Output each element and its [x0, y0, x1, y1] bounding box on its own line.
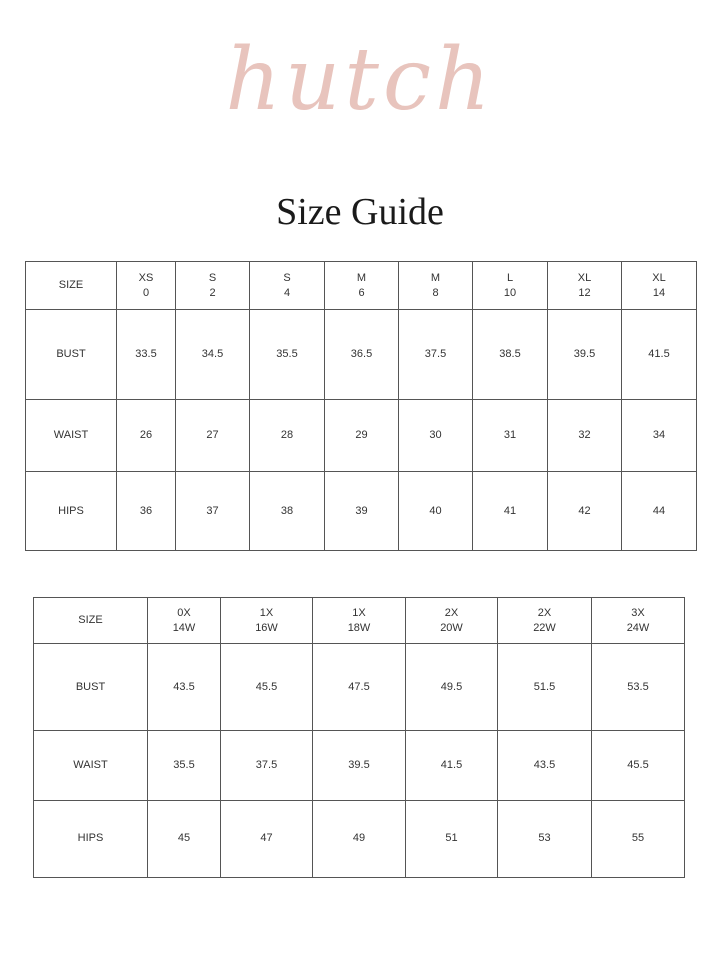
size-number: 2 [209, 286, 216, 299]
measurement-value: 37.5 [221, 731, 313, 800]
size-letter: 0X [177, 606, 191, 619]
size-column-header [399, 262, 473, 310]
size-table-standard [25, 261, 697, 551]
measurement-label: HIPS [34, 800, 148, 877]
size-header-row [26, 262, 697, 310]
measurement-value: 37 [176, 472, 250, 551]
size-table-plus [33, 597, 685, 878]
measurement-value: 55 [592, 800, 685, 877]
measurement-value: 26 [117, 400, 176, 472]
measurement-value: 44 [622, 472, 697, 551]
measurement-value: 39.5 [313, 731, 406, 800]
size-letter: M [356, 271, 367, 284]
size-column-header [221, 598, 313, 644]
measurement-value: 39.5 [548, 310, 622, 400]
size-number: 12 [578, 286, 591, 299]
measurement-value: 36.5 [325, 310, 399, 400]
measurement-value: 30 [399, 400, 473, 472]
measurement-value: 29 [325, 400, 399, 472]
measurement-label: BUST [34, 644, 148, 731]
size-column-header [473, 262, 548, 310]
measurement-value: 53.5 [592, 644, 685, 731]
size-number: 14W [172, 621, 196, 634]
size-letter: XL [577, 271, 592, 284]
measurement-row-bust [34, 644, 685, 731]
size-column-header [406, 598, 498, 644]
measurement-value: 36 [117, 472, 176, 551]
measurement-row-bust [26, 310, 697, 400]
size-letter: 3X [631, 606, 645, 619]
measurement-row-waist [34, 731, 685, 800]
measurement-value: 38 [250, 472, 325, 551]
size-number: 4 [283, 286, 291, 299]
size-letter: XS [138, 271, 154, 284]
measurement-value: 49 [313, 800, 406, 877]
size-column-header [622, 262, 697, 310]
size-column-header [592, 598, 685, 644]
size-column-header [325, 262, 399, 310]
size-column-header [250, 262, 325, 310]
size-header-label: SIZE [34, 598, 148, 644]
size-column-header [313, 598, 406, 644]
measurement-value: 34 [622, 400, 697, 472]
size-column-header [148, 598, 221, 644]
size-number: 22W [533, 621, 556, 634]
size-column-header [117, 262, 176, 310]
size-number: 18W [347, 621, 371, 634]
size-letter: 1X [259, 606, 274, 619]
measurement-row-hips [34, 800, 685, 877]
size-letter: 1X [352, 606, 366, 619]
size-letter: XL [652, 271, 666, 284]
measurement-value: 32 [548, 400, 622, 472]
measurement-value: 31 [473, 400, 548, 472]
measurement-value: 43.5 [148, 644, 221, 731]
measurement-value: 33.5 [117, 310, 176, 400]
measurement-value: 34.5 [176, 310, 250, 400]
size-number: 20W [440, 621, 463, 634]
size-number: 8 [432, 286, 439, 299]
size-number: 24W [626, 621, 650, 634]
measurement-value: 45.5 [592, 731, 685, 800]
size-column-header [548, 262, 622, 310]
measurement-value: 43.5 [498, 731, 592, 800]
size-letter: S [283, 271, 291, 284]
brand-logo: hutch [225, 30, 495, 130]
measurement-label: WAIST [34, 731, 148, 800]
size-letter: L [506, 271, 514, 284]
size-number: 16W [255, 621, 278, 634]
measurement-value: 47.5 [313, 644, 406, 731]
measurement-value: 51.5 [498, 644, 592, 731]
measurement-value: 35.5 [250, 310, 325, 400]
size-letter: S [208, 271, 217, 284]
measurement-value: 39 [325, 472, 399, 551]
measurement-label: BUST [26, 310, 117, 400]
size-letter: M [430, 271, 441, 284]
measurement-value: 40 [399, 472, 473, 551]
measurement-label: WAIST [26, 400, 117, 472]
size-header-row [34, 598, 685, 644]
measurement-row-hips [26, 472, 697, 551]
measurement-value: 49.5 [406, 644, 498, 731]
size-number: 10 [503, 286, 517, 299]
measurement-value: 51 [406, 800, 498, 877]
size-number: 6 [358, 286, 365, 299]
size-header-label: SIZE [26, 262, 117, 310]
size-number: 14 [652, 286, 666, 299]
size-letter: 2X [444, 606, 459, 619]
measurement-value: 38.5 [473, 310, 548, 400]
measurement-value: 35.5 [148, 731, 221, 800]
measurement-value: 42 [548, 472, 622, 551]
page-title: Size Guide [276, 191, 444, 233]
measurement-value: 47 [221, 800, 313, 877]
measurement-value: 37.5 [399, 310, 473, 400]
size-column-header [176, 262, 250, 310]
measurement-value: 27 [176, 400, 250, 472]
size-number: 0 [142, 286, 150, 299]
size-letter: 2X [537, 606, 552, 619]
measurement-row-waist [26, 400, 697, 472]
measurement-value: 41 [473, 472, 548, 551]
measurement-value: 41.5 [406, 731, 498, 800]
size-column-header [498, 598, 592, 644]
measurement-value: 45 [148, 800, 221, 877]
measurement-label: HIPS [26, 472, 117, 551]
measurement-value: 41.5 [622, 310, 697, 400]
measurement-value: 45.5 [221, 644, 313, 731]
measurement-value: 53 [498, 800, 592, 877]
measurement-value: 28 [250, 400, 325, 472]
